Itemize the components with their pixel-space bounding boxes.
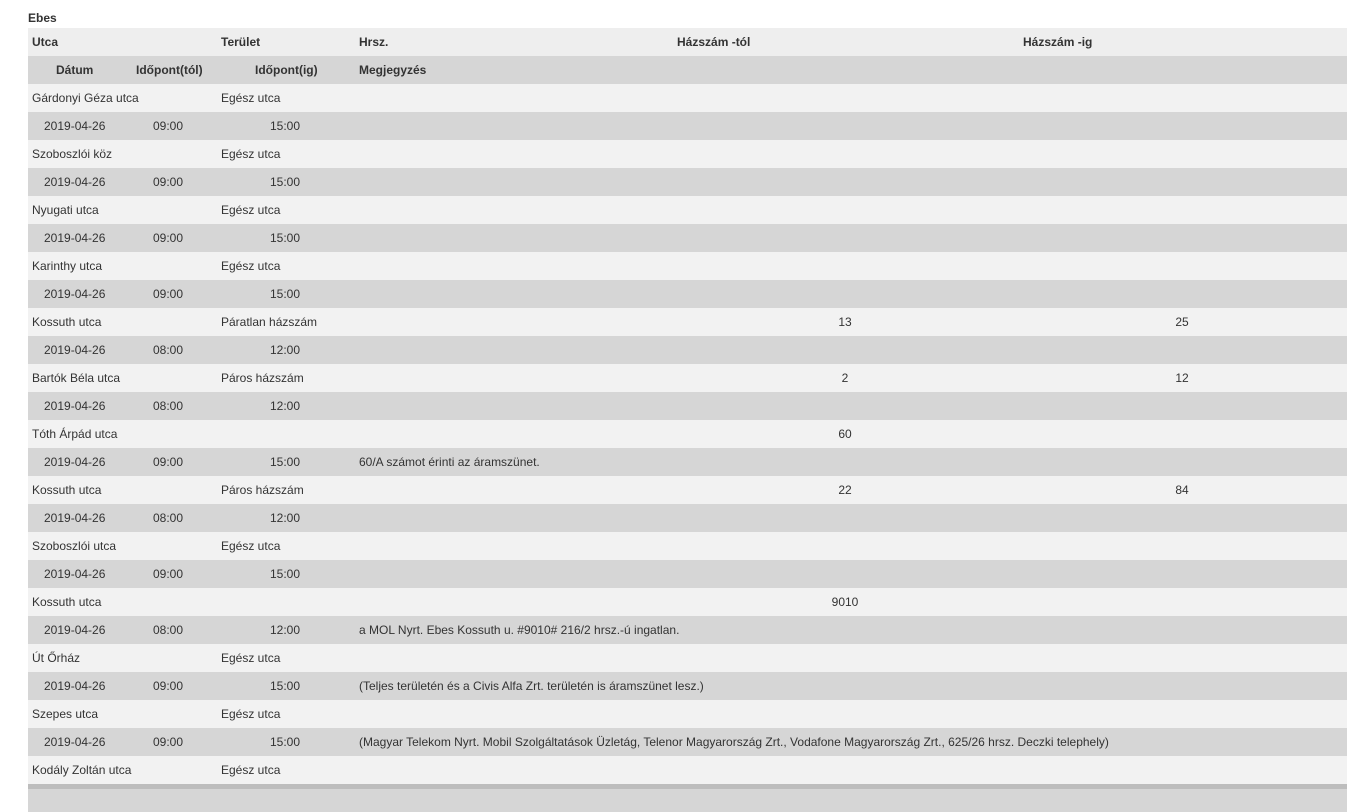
cell-hazszam-ig-value: 12 [1175,371,1189,385]
cell-idopont-ig: 12:00 [270,399,301,413]
table-row-schedule [28,112,1347,140]
cell-megjegyzes: 60/A számot érinti az áramszünet. [359,455,540,469]
cell-hazszam-tol-value: 60 [838,427,852,441]
cell-datum: 2019-04-26 [44,567,106,581]
cell-datum: 2019-04-26 [44,679,106,693]
cell-idopont-ig: 15:00 [270,567,301,581]
table-row-schedule [28,224,1347,252]
cell-terulet: Páros házszám [221,371,304,385]
header-datum: Dátum [56,63,94,77]
table-row-schedule [28,504,1347,532]
header-idopont-ig: Időpont(ig) [255,63,318,77]
cell-idopont-tol: 08:00 [153,399,184,413]
table-row-street [28,308,1347,336]
cell-terulet: Egész utca [221,147,281,161]
cell-utca: Szoboszlói köz [32,147,113,161]
cell-utca: Út Őrház [32,651,81,665]
table-row-street [28,700,1347,728]
cell-datum: 2019-04-26 [44,455,106,469]
cell-terulet: Páros házszám [221,483,304,497]
table-row-street [28,644,1347,672]
cell-utca: Nyugati utca [32,203,99,217]
horizontal-scrollbar[interactable] [28,784,1347,789]
table-row-schedule [28,728,1347,756]
table-row-street [28,588,1347,616]
cell-datum: 2019-04-26 [44,343,106,357]
cell-idopont-ig: 15:00 [270,455,301,469]
cell-terulet: Egész utca [221,651,281,665]
cell-terulet: Egész utca [221,203,281,217]
cell-idopont-tol: 09:00 [153,735,184,749]
table-row-schedule [28,672,1347,700]
table-row-street [28,252,1347,280]
cell-hazszam-ig-value: 25 [1175,315,1189,329]
cell-hazszam-tol-value: 22 [838,483,852,497]
cell-idopont-ig: 15:00 [270,119,301,133]
table-header-secondary [28,56,1347,84]
cell-megjegyzes: (Teljes területén és a Civis Alfa Zrt. területén is áramszünet lesz.) [359,679,704,693]
cell-datum: 2019-04-26 [44,623,106,637]
cell-datum: 2019-04-26 [44,735,106,749]
table-row-schedule [28,168,1347,196]
cell-idopont-ig: 15:00 [270,175,301,189]
table-body [28,84,1347,812]
cell-utca: Kossuth utca [32,483,102,497]
header-terulet: Terület [221,35,261,49]
cell-utca: Gárdonyi Géza utca [32,91,139,105]
cell-datum: 2019-04-26 [44,511,106,525]
cell-idopont-ig: 15:00 [270,735,301,749]
table-row-street [28,364,1347,392]
table-row-street [28,476,1347,504]
cell-hazszam-tol-value: 2 [841,371,849,385]
cell-idopont-tol: 09:00 [153,175,184,189]
cell-idopont-tol: 08:00 [153,511,184,525]
cell-terulet: Egész utca [221,539,281,553]
table-row-street [28,84,1347,112]
table-row-street [28,756,1347,784]
cell-terulet: Egész utca [221,707,281,721]
outage-table [28,28,1347,812]
cell-idopont-tol: 08:00 [153,623,184,637]
cell-utca: Szoboszlói utca [32,539,117,553]
cell-utca: Szepes utca [32,707,99,721]
cell-utca: Kodály Zoltán utca [32,763,132,777]
cell-utca: Tóth Árpád utca [32,427,118,441]
cell-idopont-ig: 12:00 [270,623,301,637]
cell-idopont-tol: 09:00 [153,679,184,693]
table-header-primary [28,28,1347,56]
header-hazszam-ig: Házszám -ig [1023,35,1093,49]
header-megjegyzes: Megjegyzés [359,63,427,77]
table-row-schedule [28,616,1347,644]
cell-terulet: Páratlan házszám [221,315,318,329]
cell-idopont-ig: 12:00 [270,511,301,525]
cell-hazszam-ig-value: 84 [1175,483,1189,497]
cell-idopont-ig: 12:00 [270,343,301,357]
header-hazszam-tol: Házszám -tól [677,35,751,49]
cell-megjegyzes: (Magyar Telekom Nyrt. Mobil Szolgáltatások Üzletág, Telenor Magyarország Zrt., Vodafone Magyarország Zrt., 625/26 hrsz. Deczki telephely) [359,735,1109,749]
table-row-schedule [28,392,1347,420]
cell-terulet: Egész utca [221,259,281,273]
cell-datum: 2019-04-26 [44,231,106,245]
table-row-street [28,532,1347,560]
cell-utca: Karinthy utca [32,259,103,273]
cell-hazszam-tol-value: 9010 [831,595,859,609]
cell-megjegyzes: a MOL Nyrt. Ebes Kossuth u. #9010# 216/2 hrsz.-ú ingatlan. [359,623,680,637]
cell-datum: 2019-04-26 [44,175,106,189]
cell-utca: Kossuth utca [32,595,102,609]
cell-utca: Bartók Béla utca [32,371,121,385]
cell-terulet: Egész utca [221,91,281,105]
table-row-schedule [28,280,1347,308]
cell-idopont-ig: 15:00 [270,287,301,301]
cell-idopont-tol: 09:00 [153,455,184,469]
table-row-schedule [28,560,1347,588]
cell-idopont-tol: 09:00 [153,119,184,133]
cell-datum: 2019-04-26 [44,287,106,301]
location-title: Ebes [28,11,57,25]
header-utca: Utca [32,35,59,49]
cell-terulet: Egész utca [221,763,281,777]
header-hrsz: Hrsz. [359,35,389,49]
cell-idopont-ig: 15:00 [270,679,301,693]
cell-datum: 2019-04-26 [44,119,106,133]
cell-datum: 2019-04-26 [44,399,106,413]
cell-idopont-ig: 15:00 [270,231,301,245]
table-row-street [28,420,1347,448]
header-idopont-tol: Időpont(tól) [136,63,203,77]
table-row-street [28,140,1347,168]
cell-idopont-tol: 09:00 [153,287,184,301]
cell-utca: Kossuth utca [32,315,102,329]
cell-hazszam-tol-value: 13 [838,315,852,329]
table-row-street [28,196,1347,224]
table-row-schedule [28,336,1347,364]
cell-idopont-tol: 09:00 [153,567,184,581]
cell-idopont-tol: 09:00 [153,231,184,245]
table-row-schedule [28,448,1347,476]
cell-idopont-tol: 08:00 [153,343,184,357]
